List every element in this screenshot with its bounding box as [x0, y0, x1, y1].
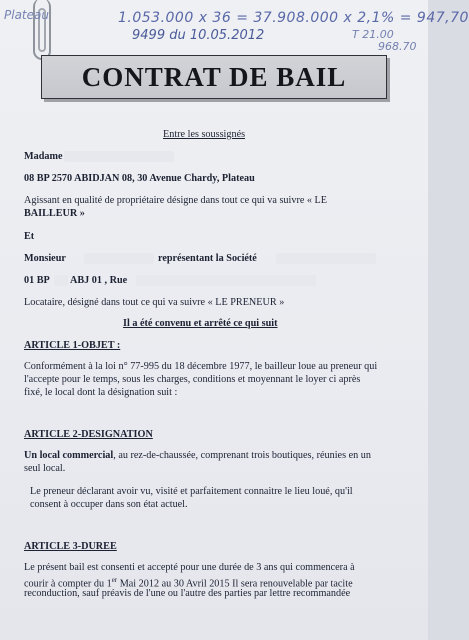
article-2-heading: ARTICLE 2-DESIGNATION [24, 429, 153, 440]
intro-line: Entre les soussignés [163, 129, 246, 140]
article-3-line: Le présent bail est consenti et accepté pour une durée de 3 ans qui commencera à [24, 562, 355, 573]
handwritten-total: 968.70 [378, 40, 417, 53]
redacted-po-box [54, 275, 68, 286]
bailleur-address: 08 BP 2570 ABIDJAN 08, 30 Avenue Chardy, Plateau [24, 173, 255, 184]
et-label: Et [24, 231, 35, 242]
document-title-box [41, 55, 387, 99]
preneur-civility: Monsieur [24, 253, 66, 264]
article-3-line: reconduction, sauf préavis de l'une ou l'autre des parties par lettre recommandée [24, 588, 351, 599]
bailleur-role-line-1: Agissant en qualité de propriétaire désigne dans tout ce qui va suivre « LE [24, 195, 327, 206]
handwritten-calculation: 1.053.000 x 36 = 37.908.000 x 2,1% = 947,70 [118, 10, 469, 26]
document-title: CONTRAT DE BAIL [81, 61, 347, 92]
article-1-line: Conformément à la loi n° 77-995 du 18 décembre 1977, le bailleur loue au preneur qui [24, 361, 378, 372]
article-1-line: l'accepte pour le temps, sous les charges, conditions et moyennant le loyer ci après [24, 374, 361, 385]
redacted-name [64, 151, 174, 162]
handwritten-plateau: Plateau [4, 8, 49, 22]
bailleur-role-line-2: BAILLEUR » [24, 208, 85, 219]
redacted-company [276, 253, 376, 264]
article-3-line: courir à compter du 1er Mai 2012 au 30 Avril 2015 Il sera renouvelable par tacite [24, 576, 353, 590]
handwritten-date-note: 9499 du 10.05.2012 [132, 28, 265, 43]
article-1-line: fixé, le local dont la désignation suit : [24, 387, 178, 398]
redacted-name [84, 253, 154, 264]
preneur-address-a: 01 BP [24, 275, 50, 286]
article-2-line: Le preneur déclarant avoir vu, visité et parfaitement connaitre le lieu loué, qu'il [30, 486, 353, 497]
redacted-street [136, 275, 316, 286]
article-1-heading: ARTICLE 1-OBJET : [24, 340, 121, 351]
article-2-line: consent à occuper dans son état actuel. [30, 499, 188, 510]
article-2-line: Un local commercial, au rez-de-chaussée, comprenant trois boutiques, réunies en un [24, 450, 371, 461]
handwritten-t-note: T 21.00 [352, 28, 394, 41]
article-3-heading: ARTICLE 3-DUREE [24, 541, 117, 552]
preneur-address-b: ABJ 01 , Rue [70, 275, 128, 286]
preneur-role: Locataire, désigné dans tout ce qui va suivre « LE PRENEUR » [24, 297, 285, 308]
bailleur-civility: Madame [24, 151, 63, 162]
preneur-representing: représentant la Société [158, 253, 257, 264]
article-2-line: seul local. [24, 463, 66, 474]
agreed-line: Il a été convenu et arrêté ce qui suit [123, 318, 278, 329]
